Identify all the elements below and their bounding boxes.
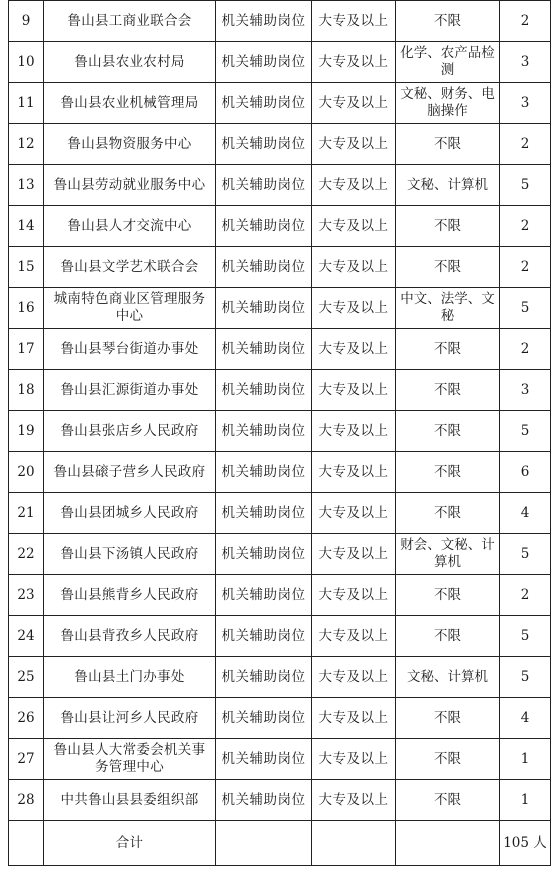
table-row <box>9 1 551 42</box>
unit-name-cell: 鲁山县汇源街道办事处 <box>44 370 216 411</box>
table-row <box>9 165 551 206</box>
education-cell: 大专及以上 <box>312 780 396 821</box>
recruitment-table <box>8 0 551 866</box>
table-row <box>9 575 551 616</box>
major-requirement-cell: 财会、文秘、计算机 <box>396 534 500 575</box>
unit-name-cell: 鲁山县劳动就业服务中心 <box>44 165 216 206</box>
education-cell: 大专及以上 <box>312 493 396 534</box>
education-cell: 大专及以上 <box>312 739 396 780</box>
table-row <box>9 124 551 165</box>
table-row <box>9 698 551 739</box>
major-requirement-cell: 不限 <box>396 124 500 165</box>
row-number-cell: 12 <box>9 124 44 165</box>
total-row <box>9 821 551 866</box>
headcount-cell: 5 <box>500 411 551 452</box>
table-row <box>9 534 551 575</box>
row-number-cell: 25 <box>9 657 44 698</box>
headcount-cell: 2 <box>500 247 551 288</box>
post-type-cell: 机关辅助岗位 <box>216 493 312 534</box>
row-number-cell: 14 <box>9 206 44 247</box>
headcount-cell: 5 <box>500 165 551 206</box>
major-requirement-cell: 文秘、计算机 <box>396 657 500 698</box>
major-requirement-cell: 不限 <box>396 575 500 616</box>
total-empty-cell <box>216 821 312 866</box>
table-row <box>9 616 551 657</box>
education-cell: 大专及以上 <box>312 247 396 288</box>
education-cell: 大专及以上 <box>312 370 396 411</box>
headcount-cell: 1 <box>500 780 551 821</box>
post-type-cell: 机关辅助岗位 <box>216 452 312 493</box>
education-cell: 大专及以上 <box>312 698 396 739</box>
education-cell: 大专及以上 <box>312 452 396 493</box>
headcount-cell: 2 <box>500 329 551 370</box>
education-cell: 大专及以上 <box>312 288 396 329</box>
headcount-cell: 5 <box>500 616 551 657</box>
unit-name-cell: 鲁山县工商业联合会 <box>44 1 216 42</box>
unit-name-cell: 鲁山县张店乡人民政府 <box>44 411 216 452</box>
headcount-cell: 5 <box>500 534 551 575</box>
post-type-cell: 机关辅助岗位 <box>216 575 312 616</box>
post-type-cell: 机关辅助岗位 <box>216 247 312 288</box>
post-type-cell: 机关辅助岗位 <box>216 83 312 124</box>
education-cell: 大专及以上 <box>312 1 396 42</box>
unit-name-cell: 鲁山县磙子营乡人民政府 <box>44 452 216 493</box>
headcount-cell: 3 <box>500 83 551 124</box>
headcount-cell: 3 <box>500 370 551 411</box>
row-number-cell: 28 <box>9 780 44 821</box>
headcount-cell: 4 <box>500 493 551 534</box>
total-empty-cell <box>9 821 44 866</box>
unit-name-cell: 鲁山县琴台街道办事处 <box>44 329 216 370</box>
education-cell: 大专及以上 <box>312 534 396 575</box>
row-number-cell: 17 <box>9 329 44 370</box>
post-type-cell: 机关辅助岗位 <box>216 288 312 329</box>
unit-name-cell: 鲁山县文学艺术联合会 <box>44 247 216 288</box>
total-empty-cell <box>312 821 396 866</box>
row-number-cell: 20 <box>9 452 44 493</box>
education-cell: 大专及以上 <box>312 329 396 370</box>
headcount-cell: 3 <box>500 42 551 83</box>
post-type-cell: 机关辅助岗位 <box>216 739 312 780</box>
post-type-cell: 机关辅助岗位 <box>216 124 312 165</box>
row-number-cell: 9 <box>9 1 44 42</box>
major-requirement-cell: 不限 <box>396 206 500 247</box>
row-number-cell: 19 <box>9 411 44 452</box>
recruitment-table-body <box>9 1 551 866</box>
major-requirement-cell: 不限 <box>396 452 500 493</box>
table-row <box>9 42 551 83</box>
table-row <box>9 83 551 124</box>
unit-name-cell: 中共鲁山县县委组织部 <box>44 780 216 821</box>
major-requirement-cell: 化学、农产品检测 <box>396 42 500 83</box>
education-cell: 大专及以上 <box>312 411 396 452</box>
unit-name-cell: 鲁山县团城乡人民政府 <box>44 493 216 534</box>
table-row <box>9 780 551 821</box>
table-row <box>9 247 551 288</box>
table-row <box>9 288 551 329</box>
post-type-cell: 机关辅助岗位 <box>216 411 312 452</box>
major-requirement-cell: 文秘、财务、电脑操作 <box>396 83 500 124</box>
headcount-cell: 6 <box>500 452 551 493</box>
post-type-cell: 机关辅助岗位 <box>216 329 312 370</box>
table-row <box>9 452 551 493</box>
row-number-cell: 10 <box>9 42 44 83</box>
headcount-cell: 2 <box>500 124 551 165</box>
total-count-cell: 105 人 <box>500 821 551 866</box>
row-number-cell: 11 <box>9 83 44 124</box>
table-row <box>9 329 551 370</box>
table-row <box>9 493 551 534</box>
major-requirement-cell: 不限 <box>396 411 500 452</box>
headcount-cell: 2 <box>500 575 551 616</box>
row-number-cell: 21 <box>9 493 44 534</box>
row-number-cell: 16 <box>9 288 44 329</box>
education-cell: 大专及以上 <box>312 165 396 206</box>
total-empty-cell <box>396 821 500 866</box>
row-number-cell: 27 <box>9 739 44 780</box>
unit-name-cell: 鲁山县让河乡人民政府 <box>44 698 216 739</box>
post-type-cell: 机关辅助岗位 <box>216 698 312 739</box>
row-number-cell: 23 <box>9 575 44 616</box>
post-type-cell: 机关辅助岗位 <box>216 165 312 206</box>
headcount-cell: 1 <box>500 739 551 780</box>
total-label-cell: 合计 <box>44 821 216 866</box>
education-cell: 大专及以上 <box>312 124 396 165</box>
post-type-cell: 机关辅助岗位 <box>216 616 312 657</box>
major-requirement-cell: 不限 <box>396 329 500 370</box>
major-requirement-cell: 不限 <box>396 698 500 739</box>
post-type-cell: 机关辅助岗位 <box>216 780 312 821</box>
unit-name-cell: 鲁山县人才交流中心 <box>44 206 216 247</box>
major-requirement-cell: 不限 <box>396 247 500 288</box>
unit-name-cell: 城南特色商业区管理服务中心 <box>44 288 216 329</box>
row-number-cell: 22 <box>9 534 44 575</box>
table-row <box>9 370 551 411</box>
headcount-cell: 5 <box>500 657 551 698</box>
major-requirement-cell: 不限 <box>396 616 500 657</box>
row-number-cell: 24 <box>9 616 44 657</box>
unit-name-cell: 鲁山县土门办事处 <box>44 657 216 698</box>
major-requirement-cell: 不限 <box>396 493 500 534</box>
row-number-cell: 13 <box>9 165 44 206</box>
unit-name-cell: 鲁山县农业农村局 <box>44 42 216 83</box>
row-number-cell: 26 <box>9 698 44 739</box>
unit-name-cell: 鲁山县人大常委会机关事务管理中心 <box>44 739 216 780</box>
post-type-cell: 机关辅助岗位 <box>216 206 312 247</box>
row-number-cell: 15 <box>9 247 44 288</box>
education-cell: 大专及以上 <box>312 657 396 698</box>
unit-name-cell: 鲁山县下汤镇人民政府 <box>44 534 216 575</box>
table-row <box>9 411 551 452</box>
education-cell: 大专及以上 <box>312 575 396 616</box>
major-requirement-cell: 文秘、计算机 <box>396 165 500 206</box>
headcount-cell: 2 <box>500 206 551 247</box>
unit-name-cell: 鲁山县熊背乡人民政府 <box>44 575 216 616</box>
major-requirement-cell: 不限 <box>396 780 500 821</box>
post-type-cell: 机关辅助岗位 <box>216 42 312 83</box>
post-type-cell: 机关辅助岗位 <box>216 534 312 575</box>
education-cell: 大专及以上 <box>312 42 396 83</box>
post-type-cell: 机关辅助岗位 <box>216 657 312 698</box>
table-row <box>9 739 551 780</box>
major-requirement-cell: 中文、法学、文秘 <box>396 288 500 329</box>
education-cell: 大专及以上 <box>312 83 396 124</box>
row-number-cell: 18 <box>9 370 44 411</box>
table-row <box>9 206 551 247</box>
major-requirement-cell: 不限 <box>396 739 500 780</box>
unit-name-cell: 鲁山县农业机械管理局 <box>44 83 216 124</box>
headcount-cell: 5 <box>500 288 551 329</box>
headcount-cell: 4 <box>500 698 551 739</box>
education-cell: 大专及以上 <box>312 616 396 657</box>
unit-name-cell: 鲁山县背孜乡人民政府 <box>44 616 216 657</box>
post-type-cell: 机关辅助岗位 <box>216 370 312 411</box>
post-type-cell: 机关辅助岗位 <box>216 1 312 42</box>
table-row <box>9 657 551 698</box>
major-requirement-cell: 不限 <box>396 370 500 411</box>
unit-name-cell: 鲁山县物资服务中心 <box>44 124 216 165</box>
headcount-cell: 2 <box>500 1 551 42</box>
major-requirement-cell: 不限 <box>396 1 500 42</box>
education-cell: 大专及以上 <box>312 206 396 247</box>
